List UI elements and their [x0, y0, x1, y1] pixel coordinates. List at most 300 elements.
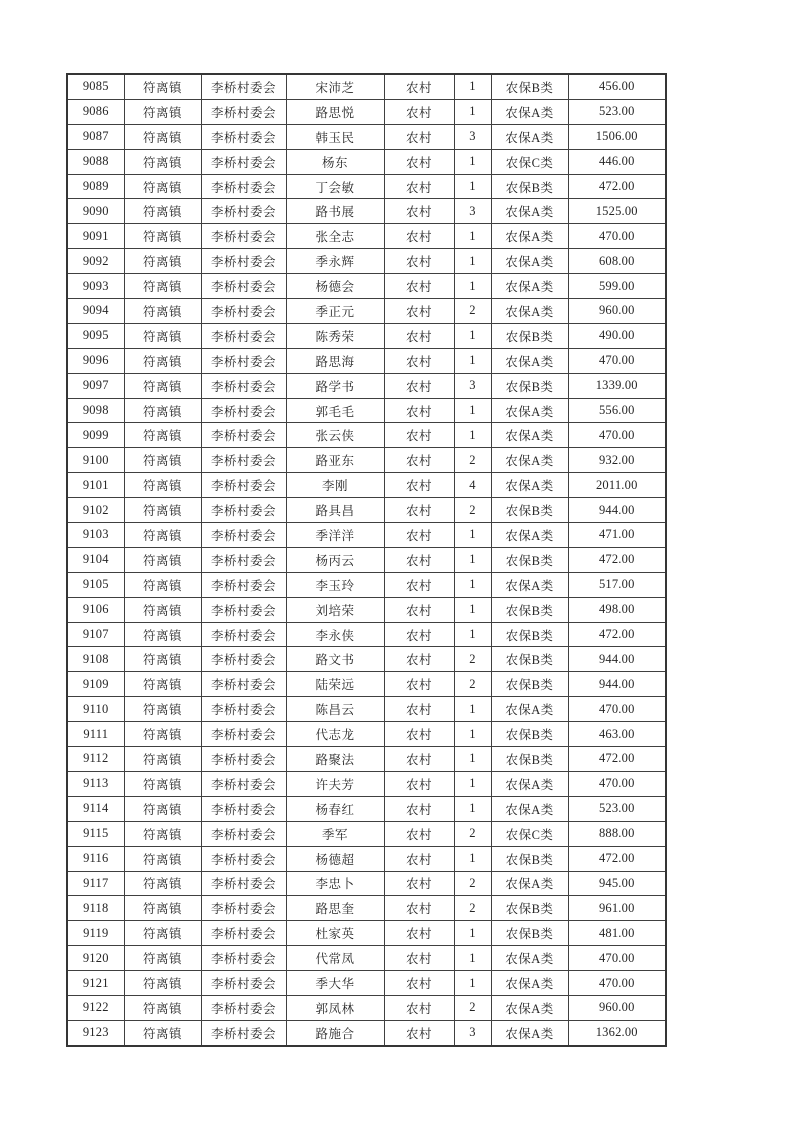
cell-insurance-class: 农保A类 — [491, 423, 568, 448]
cell-insurance-class: 农保A类 — [491, 99, 568, 124]
cell-village-committee: 李桥村委会 — [201, 971, 286, 996]
table-row — [67, 722, 666, 747]
cell-village-committee: 李桥村委会 — [201, 821, 286, 846]
cell-village-committee: 李桥村委会 — [201, 249, 286, 274]
cell-person-count: 1 — [454, 572, 491, 597]
cell-person-count: 3 — [454, 1020, 491, 1045]
cell-insurance-class: 农保B类 — [491, 846, 568, 871]
table-row — [67, 647, 666, 672]
cell-town: 符离镇 — [124, 99, 201, 124]
table-row — [67, 547, 666, 572]
cell-village-committee: 李桥村委会 — [201, 672, 286, 697]
cell-person-count: 1 — [454, 547, 491, 572]
cell-village-committee: 李桥村委会 — [201, 299, 286, 324]
cell-amount: 1339.00 — [568, 373, 666, 398]
cell-person-name: 杨德超 — [286, 846, 384, 871]
cell-village-committee: 李桥村委会 — [201, 572, 286, 597]
cell-insurance-class: 农保A类 — [491, 946, 568, 971]
cell-town: 符离镇 — [124, 871, 201, 896]
cell-residence-type: 农村 — [384, 249, 454, 274]
cell-person-name: 路学书 — [286, 373, 384, 398]
cell-person-count: 2 — [454, 871, 491, 896]
cell-person-name: 张全志 — [286, 224, 384, 249]
cell-insurance-class: 农保B类 — [491, 672, 568, 697]
cell-insurance-class: 农保A类 — [491, 124, 568, 149]
cell-person-name: 路施合 — [286, 1020, 384, 1045]
table-row — [67, 971, 666, 996]
cell-serial-number: 9111 — [67, 722, 124, 747]
cell-insurance-class: 农保A类 — [491, 697, 568, 722]
cell-town: 符离镇 — [124, 821, 201, 846]
cell-village-committee: 李桥村委会 — [201, 199, 286, 224]
table-row — [67, 896, 666, 921]
cell-village-committee: 李桥村委会 — [201, 74, 286, 99]
cell-village-committee: 李桥村委会 — [201, 747, 286, 772]
cell-person-name: 张云侠 — [286, 423, 384, 448]
cell-person-count: 1 — [454, 249, 491, 274]
cell-town: 符离镇 — [124, 523, 201, 548]
cell-residence-type: 农村 — [384, 274, 454, 299]
cell-person-count: 1 — [454, 597, 491, 622]
cell-serial-number: 9123 — [67, 1020, 124, 1045]
cell-village-committee: 李桥村委会 — [201, 224, 286, 249]
table-row — [67, 523, 666, 548]
cell-residence-type: 农村 — [384, 771, 454, 796]
cell-insurance-class: 农保B类 — [491, 896, 568, 921]
cell-amount: 472.00 — [568, 622, 666, 647]
cell-town: 符离镇 — [124, 498, 201, 523]
cell-serial-number: 9114 — [67, 796, 124, 821]
cell-town: 符离镇 — [124, 672, 201, 697]
cell-insurance-class: 农保B类 — [491, 921, 568, 946]
table-row — [67, 473, 666, 498]
cell-person-name: 韩玉民 — [286, 124, 384, 149]
cell-amount: 517.00 — [568, 572, 666, 597]
cell-town: 符离镇 — [124, 174, 201, 199]
cell-village-committee: 李桥村委会 — [201, 722, 286, 747]
cell-village-committee: 李桥村委会 — [201, 498, 286, 523]
cell-person-count: 1 — [454, 224, 491, 249]
table-row — [67, 622, 666, 647]
cell-village-committee: 李桥村委会 — [201, 523, 286, 548]
cell-residence-type: 农村 — [384, 124, 454, 149]
cell-serial-number: 9093 — [67, 274, 124, 299]
cell-village-committee: 李桥村委会 — [201, 1020, 286, 1045]
cell-serial-number: 9095 — [67, 323, 124, 348]
cell-person-count: 1 — [454, 622, 491, 647]
cell-person-name: 路书展 — [286, 199, 384, 224]
cell-town: 符离镇 — [124, 323, 201, 348]
cell-village-committee: 李桥村委会 — [201, 622, 286, 647]
table-row — [67, 946, 666, 971]
cell-residence-type: 农村 — [384, 323, 454, 348]
cell-insurance-class: 农保B类 — [491, 498, 568, 523]
table-row — [67, 871, 666, 896]
cell-residence-type: 农村 — [384, 398, 454, 423]
cell-village-committee: 李桥村委会 — [201, 323, 286, 348]
table-row — [67, 398, 666, 423]
cell-serial-number: 9115 — [67, 821, 124, 846]
cell-serial-number: 9089 — [67, 174, 124, 199]
cell-residence-type: 农村 — [384, 921, 454, 946]
cell-amount: 446.00 — [568, 149, 666, 174]
cell-residence-type: 农村 — [384, 448, 454, 473]
cell-insurance-class: 农保B类 — [491, 647, 568, 672]
cell-town: 符离镇 — [124, 373, 201, 398]
cell-insurance-class: 农保A类 — [491, 523, 568, 548]
cell-town: 符离镇 — [124, 846, 201, 871]
cell-serial-number: 9096 — [67, 348, 124, 373]
cell-village-committee: 李桥村委会 — [201, 99, 286, 124]
table-row — [67, 149, 666, 174]
cell-serial-number: 9099 — [67, 423, 124, 448]
cell-insurance-class: 农保B类 — [491, 747, 568, 772]
cell-person-name: 路亚东 — [286, 448, 384, 473]
cell-serial-number: 9122 — [67, 995, 124, 1020]
cell-amount: 481.00 — [568, 921, 666, 946]
cell-amount: 456.00 — [568, 74, 666, 99]
cell-person-name: 路文书 — [286, 647, 384, 672]
cell-person-count: 1 — [454, 174, 491, 199]
cell-residence-type: 农村 — [384, 1020, 454, 1045]
cell-person-name: 宋沛芝 — [286, 74, 384, 99]
table-row — [67, 572, 666, 597]
table-row — [67, 249, 666, 274]
cell-person-name: 路思悦 — [286, 99, 384, 124]
cell-village-committee: 李桥村委会 — [201, 896, 286, 921]
cell-amount: 888.00 — [568, 821, 666, 846]
cell-person-name: 李忠卜 — [286, 871, 384, 896]
cell-town: 符离镇 — [124, 473, 201, 498]
cell-residence-type: 农村 — [384, 423, 454, 448]
cell-person-name: 许夫芳 — [286, 771, 384, 796]
cell-residence-type: 农村 — [384, 547, 454, 572]
cell-insurance-class: 农保B类 — [491, 373, 568, 398]
table-row — [67, 1020, 666, 1045]
cell-person-count: 3 — [454, 199, 491, 224]
cell-amount: 490.00 — [568, 323, 666, 348]
cell-serial-number: 9113 — [67, 771, 124, 796]
cell-serial-number: 9088 — [67, 149, 124, 174]
cell-amount: 556.00 — [568, 398, 666, 423]
cell-insurance-class: 农保B类 — [491, 174, 568, 199]
cell-residence-type: 农村 — [384, 672, 454, 697]
cell-insurance-class: 农保C类 — [491, 821, 568, 846]
cell-village-committee: 李桥村委会 — [201, 771, 286, 796]
cell-person-count: 2 — [454, 896, 491, 921]
cell-person-count: 1 — [454, 771, 491, 796]
cell-person-name: 路聚法 — [286, 747, 384, 772]
cell-town: 符离镇 — [124, 149, 201, 174]
cell-amount: 944.00 — [568, 647, 666, 672]
cell-town: 符离镇 — [124, 274, 201, 299]
cell-serial-number: 9094 — [67, 299, 124, 324]
cell-person-count: 1 — [454, 846, 491, 871]
cell-serial-number: 9117 — [67, 871, 124, 896]
cell-residence-type: 农村 — [384, 622, 454, 647]
cell-person-name: 路思海 — [286, 348, 384, 373]
cell-serial-number: 9086 — [67, 99, 124, 124]
cell-amount: 1506.00 — [568, 124, 666, 149]
cell-person-name: 丁会敏 — [286, 174, 384, 199]
cell-residence-type: 农村 — [384, 224, 454, 249]
cell-insurance-class: 农保A类 — [491, 995, 568, 1020]
cell-amount: 471.00 — [568, 523, 666, 548]
cell-person-count: 2 — [454, 672, 491, 697]
cell-residence-type: 农村 — [384, 871, 454, 896]
cell-serial-number: 9100 — [67, 448, 124, 473]
cell-serial-number: 9108 — [67, 647, 124, 672]
cell-residence-type: 农村 — [384, 473, 454, 498]
table-row — [67, 224, 666, 249]
beneficiary-table — [66, 73, 667, 1047]
cell-person-name: 杨东 — [286, 149, 384, 174]
cell-person-name: 李永侠 — [286, 622, 384, 647]
cell-person-count: 1 — [454, 274, 491, 299]
cell-town: 符离镇 — [124, 722, 201, 747]
table-row — [67, 796, 666, 821]
table-row — [67, 74, 666, 99]
cell-amount: 1362.00 — [568, 1020, 666, 1045]
cell-residence-type: 农村 — [384, 796, 454, 821]
cell-town: 符离镇 — [124, 896, 201, 921]
cell-amount: 2011.00 — [568, 473, 666, 498]
table-row — [67, 124, 666, 149]
cell-person-count: 1 — [454, 747, 491, 772]
cell-person-name: 陆荣远 — [286, 672, 384, 697]
cell-amount: 470.00 — [568, 946, 666, 971]
cell-residence-type: 农村 — [384, 498, 454, 523]
cell-residence-type: 农村 — [384, 174, 454, 199]
cell-town: 符离镇 — [124, 921, 201, 946]
table-row — [67, 498, 666, 523]
cell-person-name: 代志龙 — [286, 722, 384, 747]
cell-village-committee: 李桥村委会 — [201, 796, 286, 821]
table-row — [67, 99, 666, 124]
cell-person-name: 杜家英 — [286, 921, 384, 946]
cell-amount: 523.00 — [568, 796, 666, 821]
cell-insurance-class: 农保A类 — [491, 249, 568, 274]
cell-serial-number: 9091 — [67, 224, 124, 249]
cell-serial-number: 9085 — [67, 74, 124, 99]
cell-town: 符离镇 — [124, 647, 201, 672]
cell-insurance-class: 农保C类 — [491, 149, 568, 174]
cell-insurance-class: 农保B类 — [491, 74, 568, 99]
cell-insurance-class: 农保A类 — [491, 572, 568, 597]
cell-insurance-class: 农保B类 — [491, 547, 568, 572]
cell-insurance-class: 农保A类 — [491, 448, 568, 473]
cell-serial-number: 9116 — [67, 846, 124, 871]
cell-serial-number: 9104 — [67, 547, 124, 572]
cell-person-name: 杨德会 — [286, 274, 384, 299]
cell-residence-type: 农村 — [384, 971, 454, 996]
cell-person-count: 2 — [454, 299, 491, 324]
cell-insurance-class: 农保A类 — [491, 796, 568, 821]
cell-serial-number: 9109 — [67, 672, 124, 697]
cell-person-count: 2 — [454, 647, 491, 672]
cell-town: 符离镇 — [124, 398, 201, 423]
cell-town: 符离镇 — [124, 299, 201, 324]
table-row — [67, 299, 666, 324]
cell-amount: 608.00 — [568, 249, 666, 274]
cell-person-count: 1 — [454, 423, 491, 448]
cell-insurance-class: 农保B类 — [491, 622, 568, 647]
cell-residence-type: 农村 — [384, 149, 454, 174]
cell-village-committee: 李桥村委会 — [201, 647, 286, 672]
cell-amount: 472.00 — [568, 747, 666, 772]
cell-residence-type: 农村 — [384, 199, 454, 224]
cell-residence-type: 农村 — [384, 597, 454, 622]
cell-amount: 599.00 — [568, 274, 666, 299]
cell-village-committee: 李桥村委会 — [201, 274, 286, 299]
cell-residence-type: 农村 — [384, 74, 454, 99]
cell-person-name: 陈昌云 — [286, 697, 384, 722]
table-row — [67, 323, 666, 348]
cell-amount: 944.00 — [568, 672, 666, 697]
cell-amount: 472.00 — [568, 846, 666, 871]
cell-town: 符离镇 — [124, 572, 201, 597]
cell-serial-number: 9098 — [67, 398, 124, 423]
cell-insurance-class: 农保A类 — [491, 771, 568, 796]
table-row — [67, 597, 666, 622]
cell-village-committee: 李桥村委会 — [201, 995, 286, 1020]
cell-person-name: 代常凤 — [286, 946, 384, 971]
cell-amount: 470.00 — [568, 697, 666, 722]
cell-town: 符离镇 — [124, 423, 201, 448]
cell-town: 符离镇 — [124, 249, 201, 274]
cell-person-name: 郭凤林 — [286, 995, 384, 1020]
cell-village-committee: 李桥村委会 — [201, 149, 286, 174]
cell-serial-number: 9097 — [67, 373, 124, 398]
cell-amount: 523.00 — [568, 99, 666, 124]
table-row — [67, 697, 666, 722]
cell-village-committee: 李桥村委会 — [201, 348, 286, 373]
cell-village-committee: 李桥村委会 — [201, 946, 286, 971]
cell-serial-number: 9101 — [67, 473, 124, 498]
cell-amount: 463.00 — [568, 722, 666, 747]
cell-town: 符离镇 — [124, 448, 201, 473]
cell-residence-type: 农村 — [384, 647, 454, 672]
cell-person-count: 3 — [454, 124, 491, 149]
cell-person-count: 3 — [454, 373, 491, 398]
cell-person-name: 陈秀荣 — [286, 323, 384, 348]
cell-town: 符离镇 — [124, 348, 201, 373]
cell-town: 符离镇 — [124, 697, 201, 722]
cell-village-committee: 李桥村委会 — [201, 398, 286, 423]
cell-amount: 932.00 — [568, 448, 666, 473]
cell-town: 符离镇 — [124, 199, 201, 224]
cell-person-count: 1 — [454, 921, 491, 946]
cell-insurance-class: 农保B类 — [491, 323, 568, 348]
cell-person-count: 1 — [454, 398, 491, 423]
cell-serial-number: 9090 — [67, 199, 124, 224]
cell-person-name: 季永辉 — [286, 249, 384, 274]
table-row — [67, 373, 666, 398]
cell-person-name: 季正元 — [286, 299, 384, 324]
cell-residence-type: 农村 — [384, 373, 454, 398]
cell-person-count: 1 — [454, 348, 491, 373]
cell-town: 符离镇 — [124, 771, 201, 796]
cell-village-committee: 李桥村委会 — [201, 697, 286, 722]
cell-serial-number: 9112 — [67, 747, 124, 772]
cell-person-name: 刘培荣 — [286, 597, 384, 622]
cell-person-count: 2 — [454, 448, 491, 473]
cell-person-count: 1 — [454, 796, 491, 821]
cell-village-committee: 李桥村委会 — [201, 597, 286, 622]
cell-insurance-class: 农保A类 — [491, 971, 568, 996]
cell-person-name: 杨春红 — [286, 796, 384, 821]
table-row — [67, 274, 666, 299]
cell-town: 符离镇 — [124, 796, 201, 821]
cell-person-count: 1 — [454, 99, 491, 124]
table-row — [67, 846, 666, 871]
cell-person-count: 1 — [454, 971, 491, 996]
cell-insurance-class: 农保A类 — [491, 199, 568, 224]
cell-village-committee: 李桥村委会 — [201, 373, 286, 398]
cell-town: 符离镇 — [124, 547, 201, 572]
cell-village-committee: 李桥村委会 — [201, 124, 286, 149]
cell-amount: 470.00 — [568, 771, 666, 796]
cell-residence-type: 农村 — [384, 348, 454, 373]
table-body — [67, 74, 666, 1046]
cell-serial-number: 9102 — [67, 498, 124, 523]
cell-serial-number: 9103 — [67, 523, 124, 548]
cell-residence-type: 农村 — [384, 722, 454, 747]
table-row — [67, 821, 666, 846]
cell-village-committee: 李桥村委会 — [201, 473, 286, 498]
cell-village-committee: 李桥村委会 — [201, 846, 286, 871]
cell-insurance-class: 农保B类 — [491, 722, 568, 747]
cell-town: 符离镇 — [124, 224, 201, 249]
cell-residence-type: 农村 — [384, 995, 454, 1020]
table-row — [67, 174, 666, 199]
cell-town: 符离镇 — [124, 946, 201, 971]
cell-insurance-class: 农保A类 — [491, 398, 568, 423]
cell-serial-number: 9121 — [67, 971, 124, 996]
cell-person-count: 4 — [454, 473, 491, 498]
cell-village-committee: 李桥村委会 — [201, 448, 286, 473]
cell-town: 符离镇 — [124, 747, 201, 772]
cell-amount: 945.00 — [568, 871, 666, 896]
cell-person-name: 季洋洋 — [286, 523, 384, 548]
cell-person-name: 李刚 — [286, 473, 384, 498]
cell-amount: 1525.00 — [568, 199, 666, 224]
cell-person-name: 季大华 — [286, 971, 384, 996]
cell-insurance-class: 农保A类 — [491, 871, 568, 896]
cell-village-committee: 李桥村委会 — [201, 174, 286, 199]
cell-amount: 470.00 — [568, 348, 666, 373]
cell-insurance-class: 农保B类 — [491, 597, 568, 622]
cell-residence-type: 农村 — [384, 697, 454, 722]
table-row — [67, 199, 666, 224]
cell-village-committee: 李桥村委会 — [201, 423, 286, 448]
cell-person-count: 1 — [454, 946, 491, 971]
cell-person-name: 路思奎 — [286, 896, 384, 921]
cell-person-count: 2 — [454, 995, 491, 1020]
cell-amount: 470.00 — [568, 423, 666, 448]
cell-town: 符离镇 — [124, 124, 201, 149]
cell-serial-number: 9087 — [67, 124, 124, 149]
cell-amount: 960.00 — [568, 299, 666, 324]
cell-serial-number: 9105 — [67, 572, 124, 597]
cell-residence-type: 农村 — [384, 821, 454, 846]
table-row — [67, 771, 666, 796]
cell-person-count: 1 — [454, 697, 491, 722]
cell-residence-type: 农村 — [384, 523, 454, 548]
cell-town: 符离镇 — [124, 1020, 201, 1045]
cell-serial-number: 9119 — [67, 921, 124, 946]
cell-serial-number: 9120 — [67, 946, 124, 971]
